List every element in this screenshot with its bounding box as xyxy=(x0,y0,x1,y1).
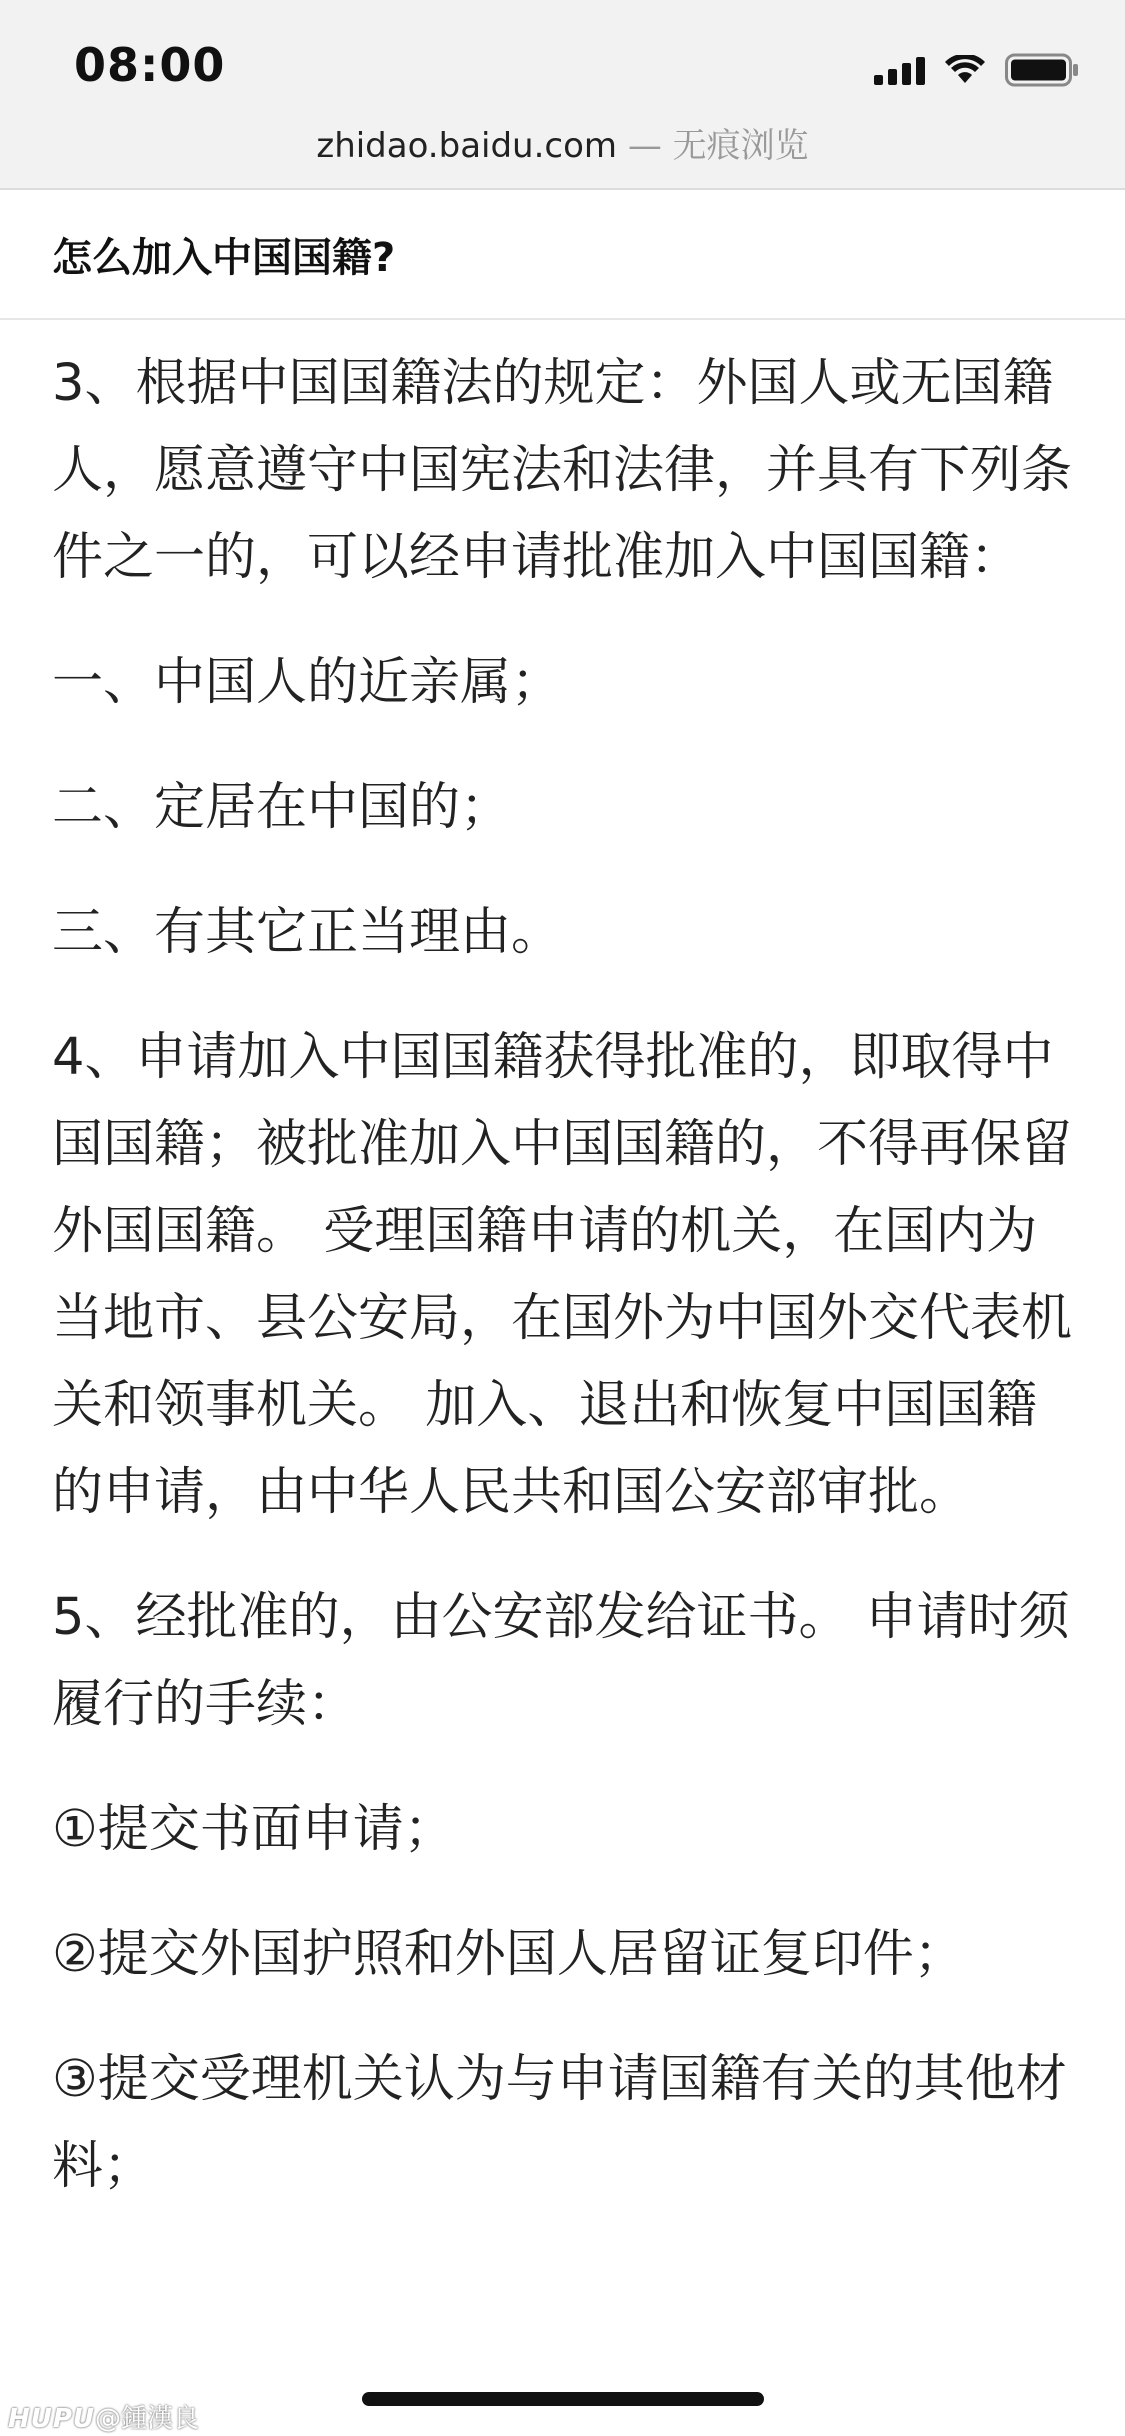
answer-paragraph: 5、经批准的，由公安部发给证书。 申请时须履行的手续： xyxy=(52,1588,1070,1734)
signal-icon xyxy=(874,55,925,85)
answer-body xyxy=(52,340,1082,2248)
answer-paragraph: ①提交书面申请； xyxy=(52,1800,455,1859)
url-text: zhidao.baidu.com xyxy=(316,126,618,166)
status-icons xyxy=(874,50,1079,90)
status-time: 08:00 xyxy=(74,38,226,92)
answer-paragraph: ②提交外国护照和外国人居留证复印件； xyxy=(52,1925,965,1984)
browser-topbar xyxy=(0,0,1125,190)
private-mode-label: 无痕浏览 xyxy=(672,126,809,166)
watermark xyxy=(8,2398,199,2435)
question-title: 怎么加入中国国籍? xyxy=(52,235,396,281)
watermark-user: @鍾漢良 xyxy=(95,2404,200,2434)
private-mode-separator: — xyxy=(617,126,673,166)
wifi-icon xyxy=(945,55,985,85)
battery-icon xyxy=(1005,53,1079,87)
home-indicator[interactable] xyxy=(362,2392,764,2406)
answer-paragraph: 4、申请加入中国国籍获得批准的，即取得中国国籍；被批准加入中国国籍的，不得再保留外国国籍。 受理国籍申请的机关，在国内为当地市、县公安局，在国外为中国外交代表机关和领事机关。 加入、退出和恢复中国国籍的申请，由中华人民共和国公安部审批。 xyxy=(52,1028,1073,1522)
answer-paragraph: 一、中国人的近亲属； xyxy=(52,653,563,712)
answer-paragraph: 3、根据中国国籍法的规定：外国人或无国籍人，愿意遵守中国宪法和法律，并具有下列条件之一的，可以经申请批准加入中国国籍： xyxy=(52,354,1073,587)
answer-paragraph: ③提交受理机关认为与申请国籍有关的其他材料； xyxy=(52,2050,1067,2196)
url-bar[interactable] xyxy=(0,118,1125,167)
watermark-brand: HUPU xyxy=(8,2404,96,2434)
answer-paragraph: 三、有其它正当理由。 xyxy=(52,903,563,962)
question-header xyxy=(0,190,1125,320)
answer-paragraph: 二、定居在中国的； xyxy=(52,778,512,837)
